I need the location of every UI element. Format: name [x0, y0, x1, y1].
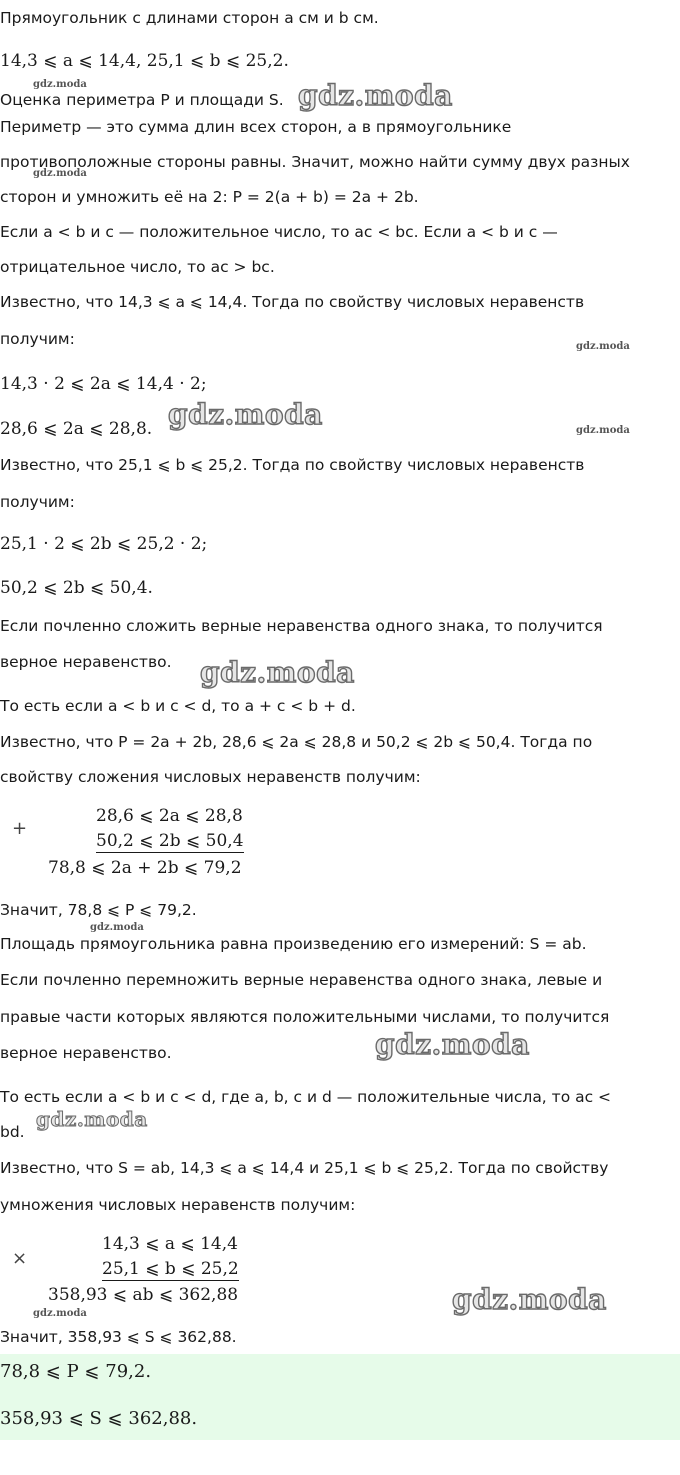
text-line: верное неравенство.	[0, 1044, 172, 1062]
watermark-logo: gdz.moda	[375, 1028, 530, 1061]
answer-perimeter: 78,8 ⩽ P ⩽ 79,2.	[0, 1361, 152, 1382]
product-row-1: 14,3 ⩽ a ⩽ 14,4	[102, 1234, 238, 1254]
text-line: Известно, что 14,3 ⩽ a ⩽ 14,4. Тогда по свойству числовых неравенств	[0, 293, 585, 311]
text-line: правые части которых являются положительными числами, то получится	[0, 1008, 610, 1026]
answer-box	[0, 1354, 680, 1440]
sum-row-1: 28,6 ⩽ 2a ⩽ 28,8	[96, 806, 243, 826]
text-line: Периметр — это сумма длин всех сторон, а в прямоугольнике	[0, 118, 512, 136]
section-heading: Оценка периметра P и площади S.	[0, 91, 284, 109]
watermark-small: gdz.moda	[33, 168, 87, 179]
product-result: 358,93 ⩽ ab ⩽ 362,88	[48, 1285, 239, 1305]
watermark-small: gdz.moda	[90, 922, 144, 933]
text-line: свойству сложения числовых неравенств получим:	[0, 768, 421, 786]
text-line: сторон и умножить её на 2: P = 2(a + b) = 2a + 2b.	[0, 188, 419, 206]
text-line: Известно, что S = ab, 14,3 ⩽ a ⩽ 14,4 и 25,1 ⩽ b ⩽ 25,2. Тогда по свойству	[0, 1159, 609, 1177]
text-line: Прямоугольник с длинами сторон a см и b см.	[0, 9, 379, 27]
sum-row-2: 50,2 ⩽ 2b ⩽ 50,4	[96, 831, 244, 851]
text-line: верное неравенство.	[0, 653, 172, 671]
formula-line: 14,3 · 2 ⩽ 2a ⩽ 14,4 · 2;	[0, 374, 207, 394]
watermark-small: gdz.moda	[33, 1308, 87, 1319]
sum-result: 78,8 ⩽ 2a + 2b ⩽ 79,2	[48, 858, 242, 878]
plus-operator: +	[12, 818, 28, 839]
formula-line: 50,2 ⩽ 2b ⩽ 50,4.	[0, 578, 153, 598]
text-line: Известно, что P = 2a + 2b, 28,6 ⩽ 2a ⩽ 28,8 и 50,2 ⩽ 2b ⩽ 50,4. Тогда по	[0, 733, 593, 751]
text-line: получим:	[0, 493, 75, 511]
watermark-logo: gdz.moda	[200, 656, 355, 689]
product-row-2: 25,1 ⩽ b ⩽ 25,2	[102, 1259, 239, 1279]
watermark-small: gdz.moda	[33, 79, 87, 90]
formula-line: 28,6 ⩽ 2a ⩽ 28,8.	[0, 419, 153, 439]
text-line: Если почленно перемножить верные неравенства одного знака, левые и	[0, 971, 603, 989]
watermark-small: gdz.moda	[576, 341, 630, 352]
answer-area: 358,93 ⩽ S ⩽ 362,88.	[0, 1408, 198, 1429]
text-line: Если a < b и c — положительное число, то ac < bc. Если a < b и c —	[0, 223, 558, 241]
text-line: Площадь прямоугольника равна произведению его измерений: S = ab.	[0, 935, 587, 953]
times-operator: ×	[12, 1248, 28, 1269]
watermark-small: gdz.moda	[576, 425, 630, 436]
text-line: умножения числовых неравенств получим:	[0, 1196, 356, 1214]
text-line: Значит, 78,8 ⩽ P ⩽ 79,2.	[0, 901, 197, 919]
formula-line: 14,3 ⩽ a ⩽ 14,4, 25,1 ⩽ b ⩽ 25,2.	[0, 51, 289, 71]
watermark-logo: gdz.moda	[452, 1283, 607, 1316]
text-line: Известно, что 25,1 ⩽ b ⩽ 25,2. Тогда по свойству числовых неравенств	[0, 456, 585, 474]
formula-line: 25,1 · 2 ⩽ 2b ⩽ 25,2 · 2;	[0, 534, 208, 554]
text-line: bd.	[0, 1123, 25, 1141]
text-line: получим:	[0, 330, 75, 348]
text-line: отрицательное число, то ac > bc.	[0, 258, 275, 276]
text-line: Значит, 358,93 ⩽ S ⩽ 362,88.	[0, 1328, 237, 1346]
watermark-logo: gdz.moda	[298, 79, 453, 112]
watermark-logo: gdz.moda	[168, 398, 323, 431]
watermark-logo: gdz.moda	[36, 1107, 148, 1131]
text-line: Если почленно сложить верные неравенства одного знака, то получится	[0, 617, 603, 635]
text-line: То есть если a < b и c < d, где a, b, c и d — положительные числа, то ac <	[0, 1088, 612, 1106]
text-line: противоположные стороны равны. Значит, можно найти сумму двух разных	[0, 153, 630, 171]
text-line: То есть если a < b и c < d, то a + c < b + d.	[0, 697, 356, 715]
